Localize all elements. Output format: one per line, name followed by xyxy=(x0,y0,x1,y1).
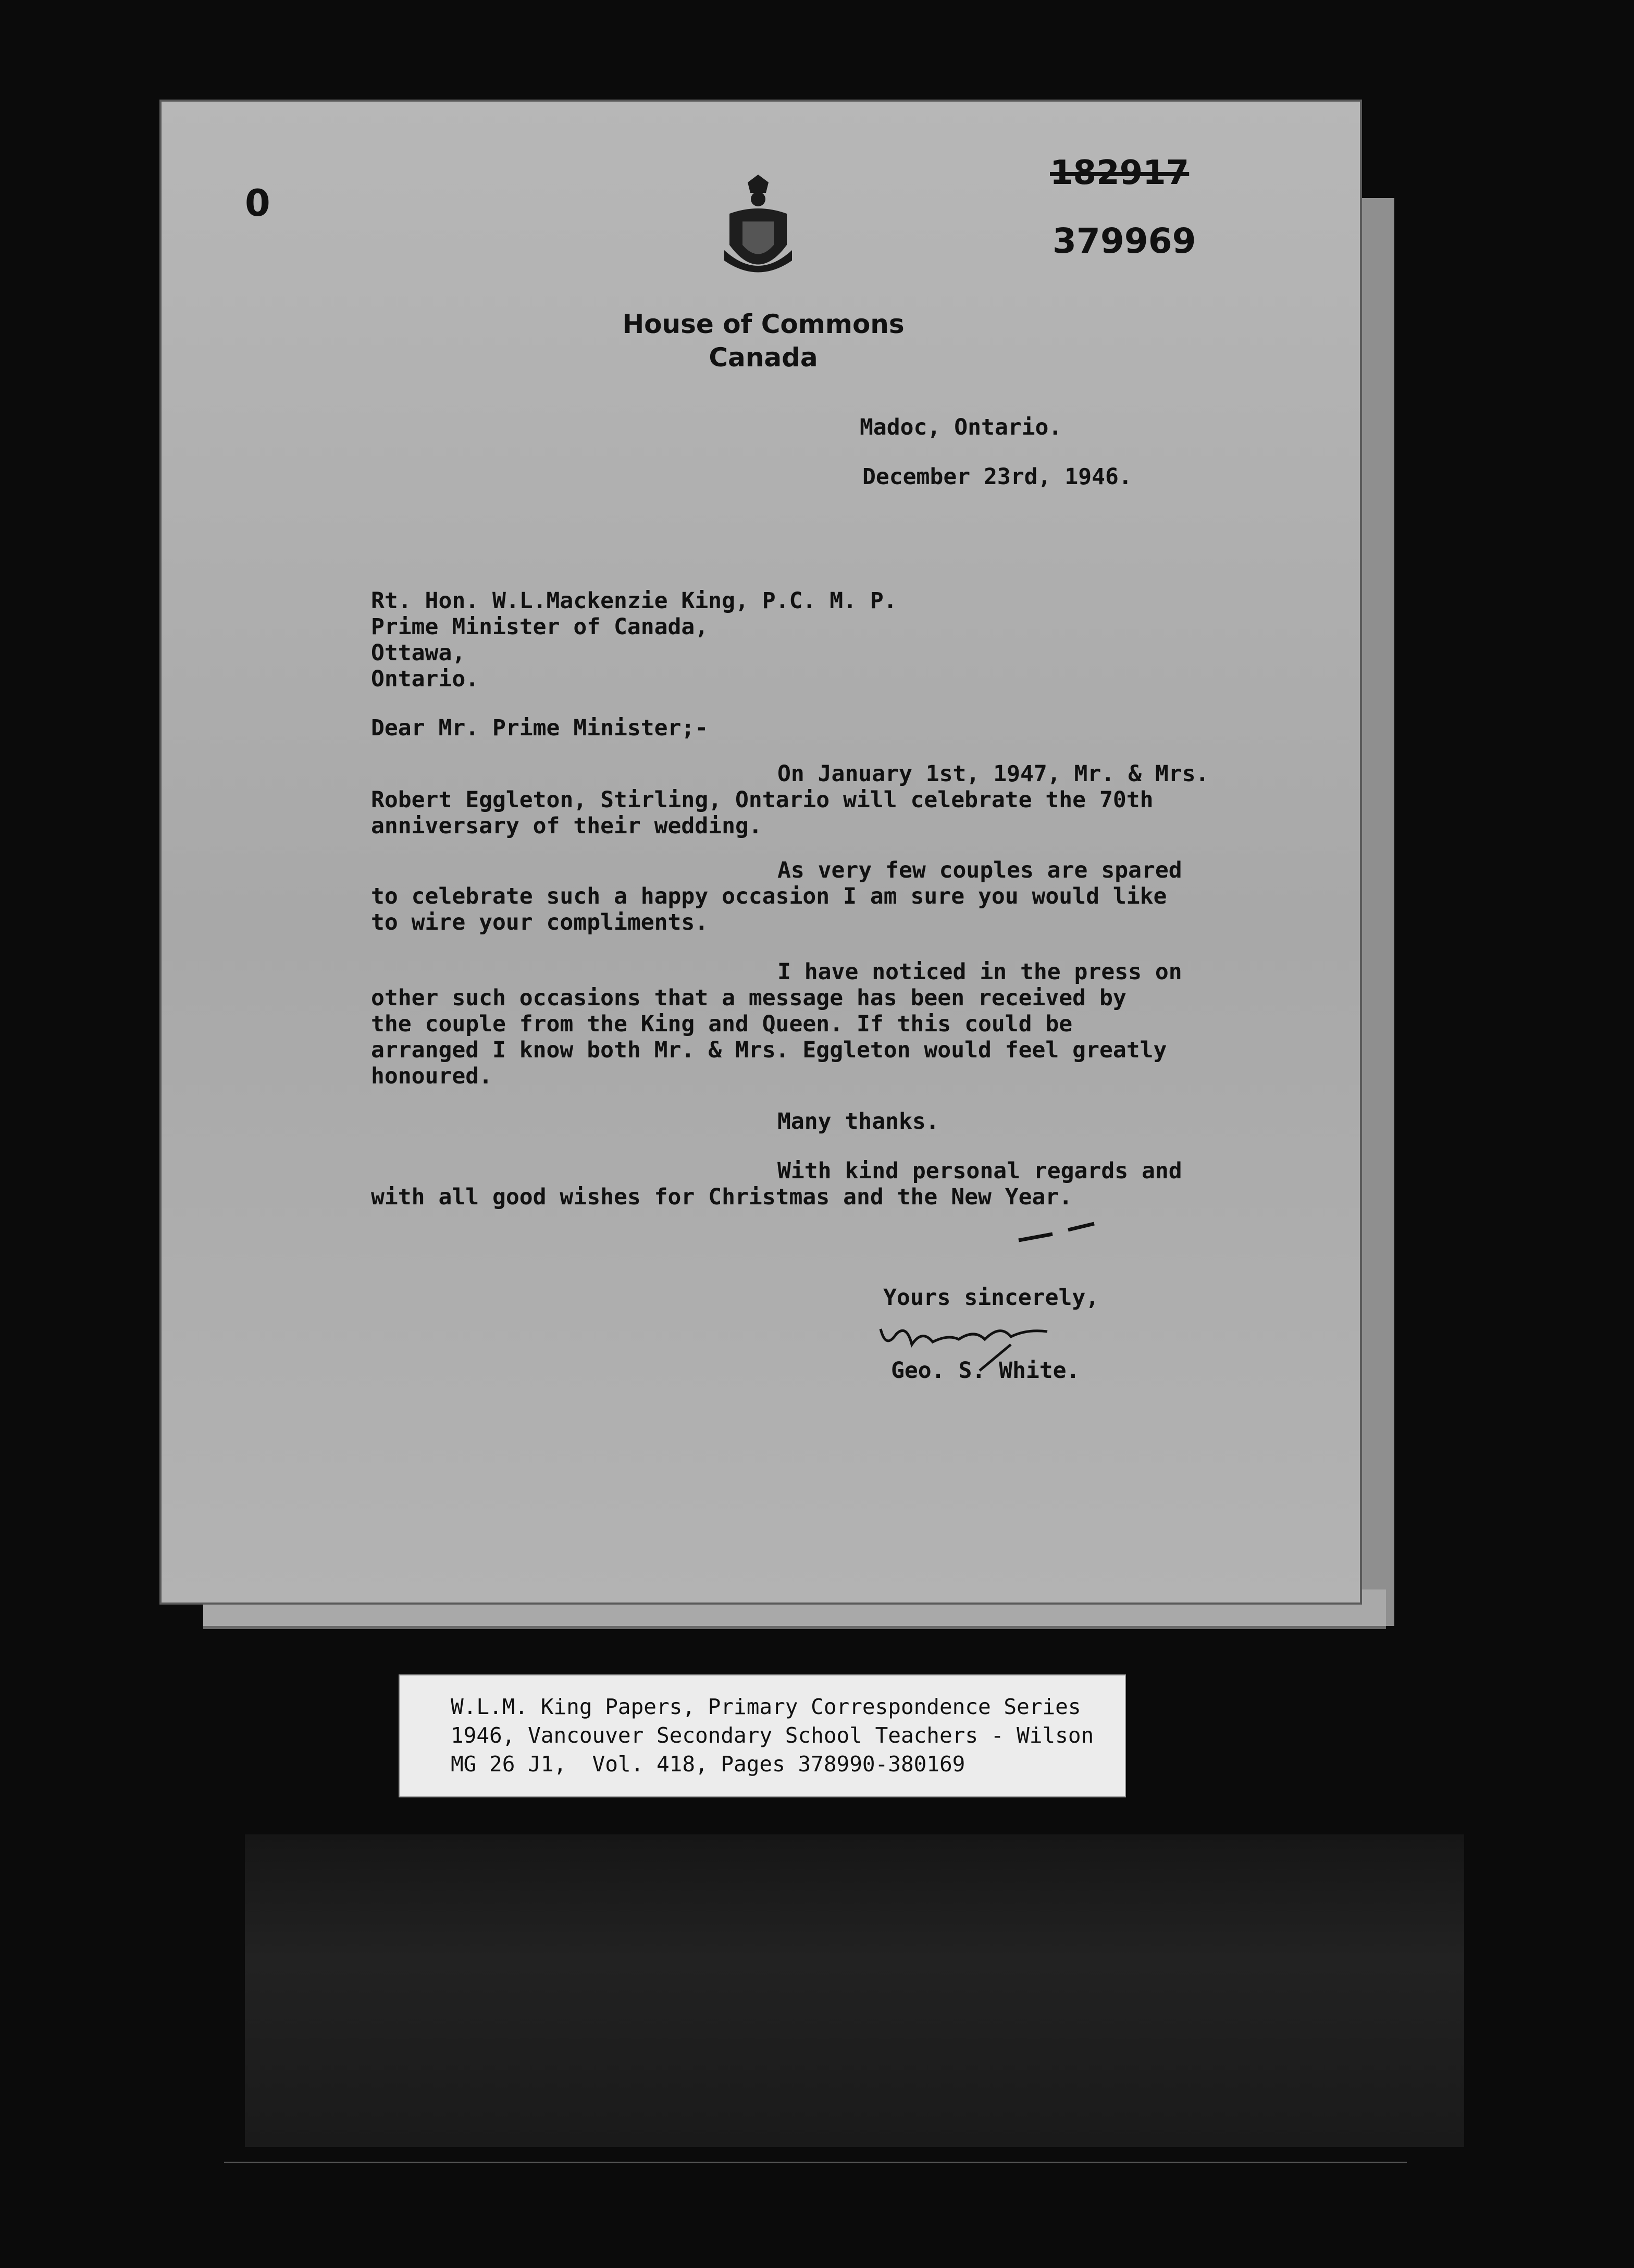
paragraph-line: with all good wishes for Christmas and the New Year. xyxy=(371,1184,1073,1210)
paragraph xyxy=(371,857,1182,935)
archive-label-line: W.L.M. King Papers, Primary Correspondence Series xyxy=(451,1694,1081,1719)
letter-place: Madoc, Ontario. xyxy=(860,414,1062,440)
salutation: Dear Mr. Prime Minister;- xyxy=(371,715,709,741)
paragraph-line: As very few couples are spared xyxy=(777,857,1182,883)
paragraph-line: With kind personal regards and xyxy=(777,1158,1182,1184)
coat-of-arms-icon xyxy=(719,172,797,284)
closing: Yours sincerely, xyxy=(883,1285,1099,1311)
recipient-line: Rt. Hon. W.L.Mackenzie King, P.C. M. P. xyxy=(371,588,897,614)
bottom-rule xyxy=(224,2162,1407,2163)
old-file-number: 182917 xyxy=(1050,154,1190,192)
recipient-line: Ottawa, xyxy=(371,640,466,666)
archive-label-line: MG 26 J1, Vol. 418, Pages 378990-380169 xyxy=(451,1752,965,1777)
corner-mark: 0 xyxy=(245,182,270,225)
paragraph-line: anniversary of their wedding. xyxy=(371,813,762,839)
paragraph-line: to celebrate such a happy occasion I am sure you would like xyxy=(371,883,1167,909)
paragraph-line: arranged I know both Mr. & Mrs. Eggleton would feel greatly xyxy=(371,1037,1167,1063)
paragraph-line: the couple from the King and Queen. If this could be xyxy=(371,1011,1073,1037)
letterhead-subtitle: Canada xyxy=(709,342,818,373)
letter-date: December 23rd, 1946. xyxy=(862,464,1132,490)
pen-mark xyxy=(1016,1219,1099,1246)
thanks-line: Many thanks. xyxy=(777,1108,939,1135)
recipient-line: Prime Minister of Canada, xyxy=(371,614,709,640)
letterhead-title: House of Commons xyxy=(622,309,905,339)
paragraph xyxy=(371,959,1182,1089)
file-number: 379969 xyxy=(1053,221,1196,261)
paragraph xyxy=(371,1158,1182,1210)
paragraph-line: On January 1st, 1947, Mr. & Mrs. xyxy=(777,761,1209,787)
paragraph-line: Robert Eggleton, Stirling, Ontario will celebrate the 70th xyxy=(371,787,1154,813)
paragraph xyxy=(371,761,1209,839)
paragraph-line: to wire your compliments. xyxy=(371,909,709,935)
archive-label-line: 1946, Vancouver Secondary School Teachers - Wilson xyxy=(451,1723,1094,1748)
recipient-address xyxy=(371,588,897,692)
archive-label xyxy=(399,1674,1126,1797)
recipient-line: Ontario. xyxy=(371,666,479,692)
paragraph-line: honoured. xyxy=(371,1063,492,1089)
paragraph-line: other such occasions that a message has been received by xyxy=(371,985,1127,1011)
letterhead xyxy=(555,307,972,374)
paragraph-line: I have noticed in the press on xyxy=(777,959,1182,985)
dark-background-sheet xyxy=(245,1834,1464,2147)
signature-name: Geo. S. White. xyxy=(891,1358,1080,1384)
